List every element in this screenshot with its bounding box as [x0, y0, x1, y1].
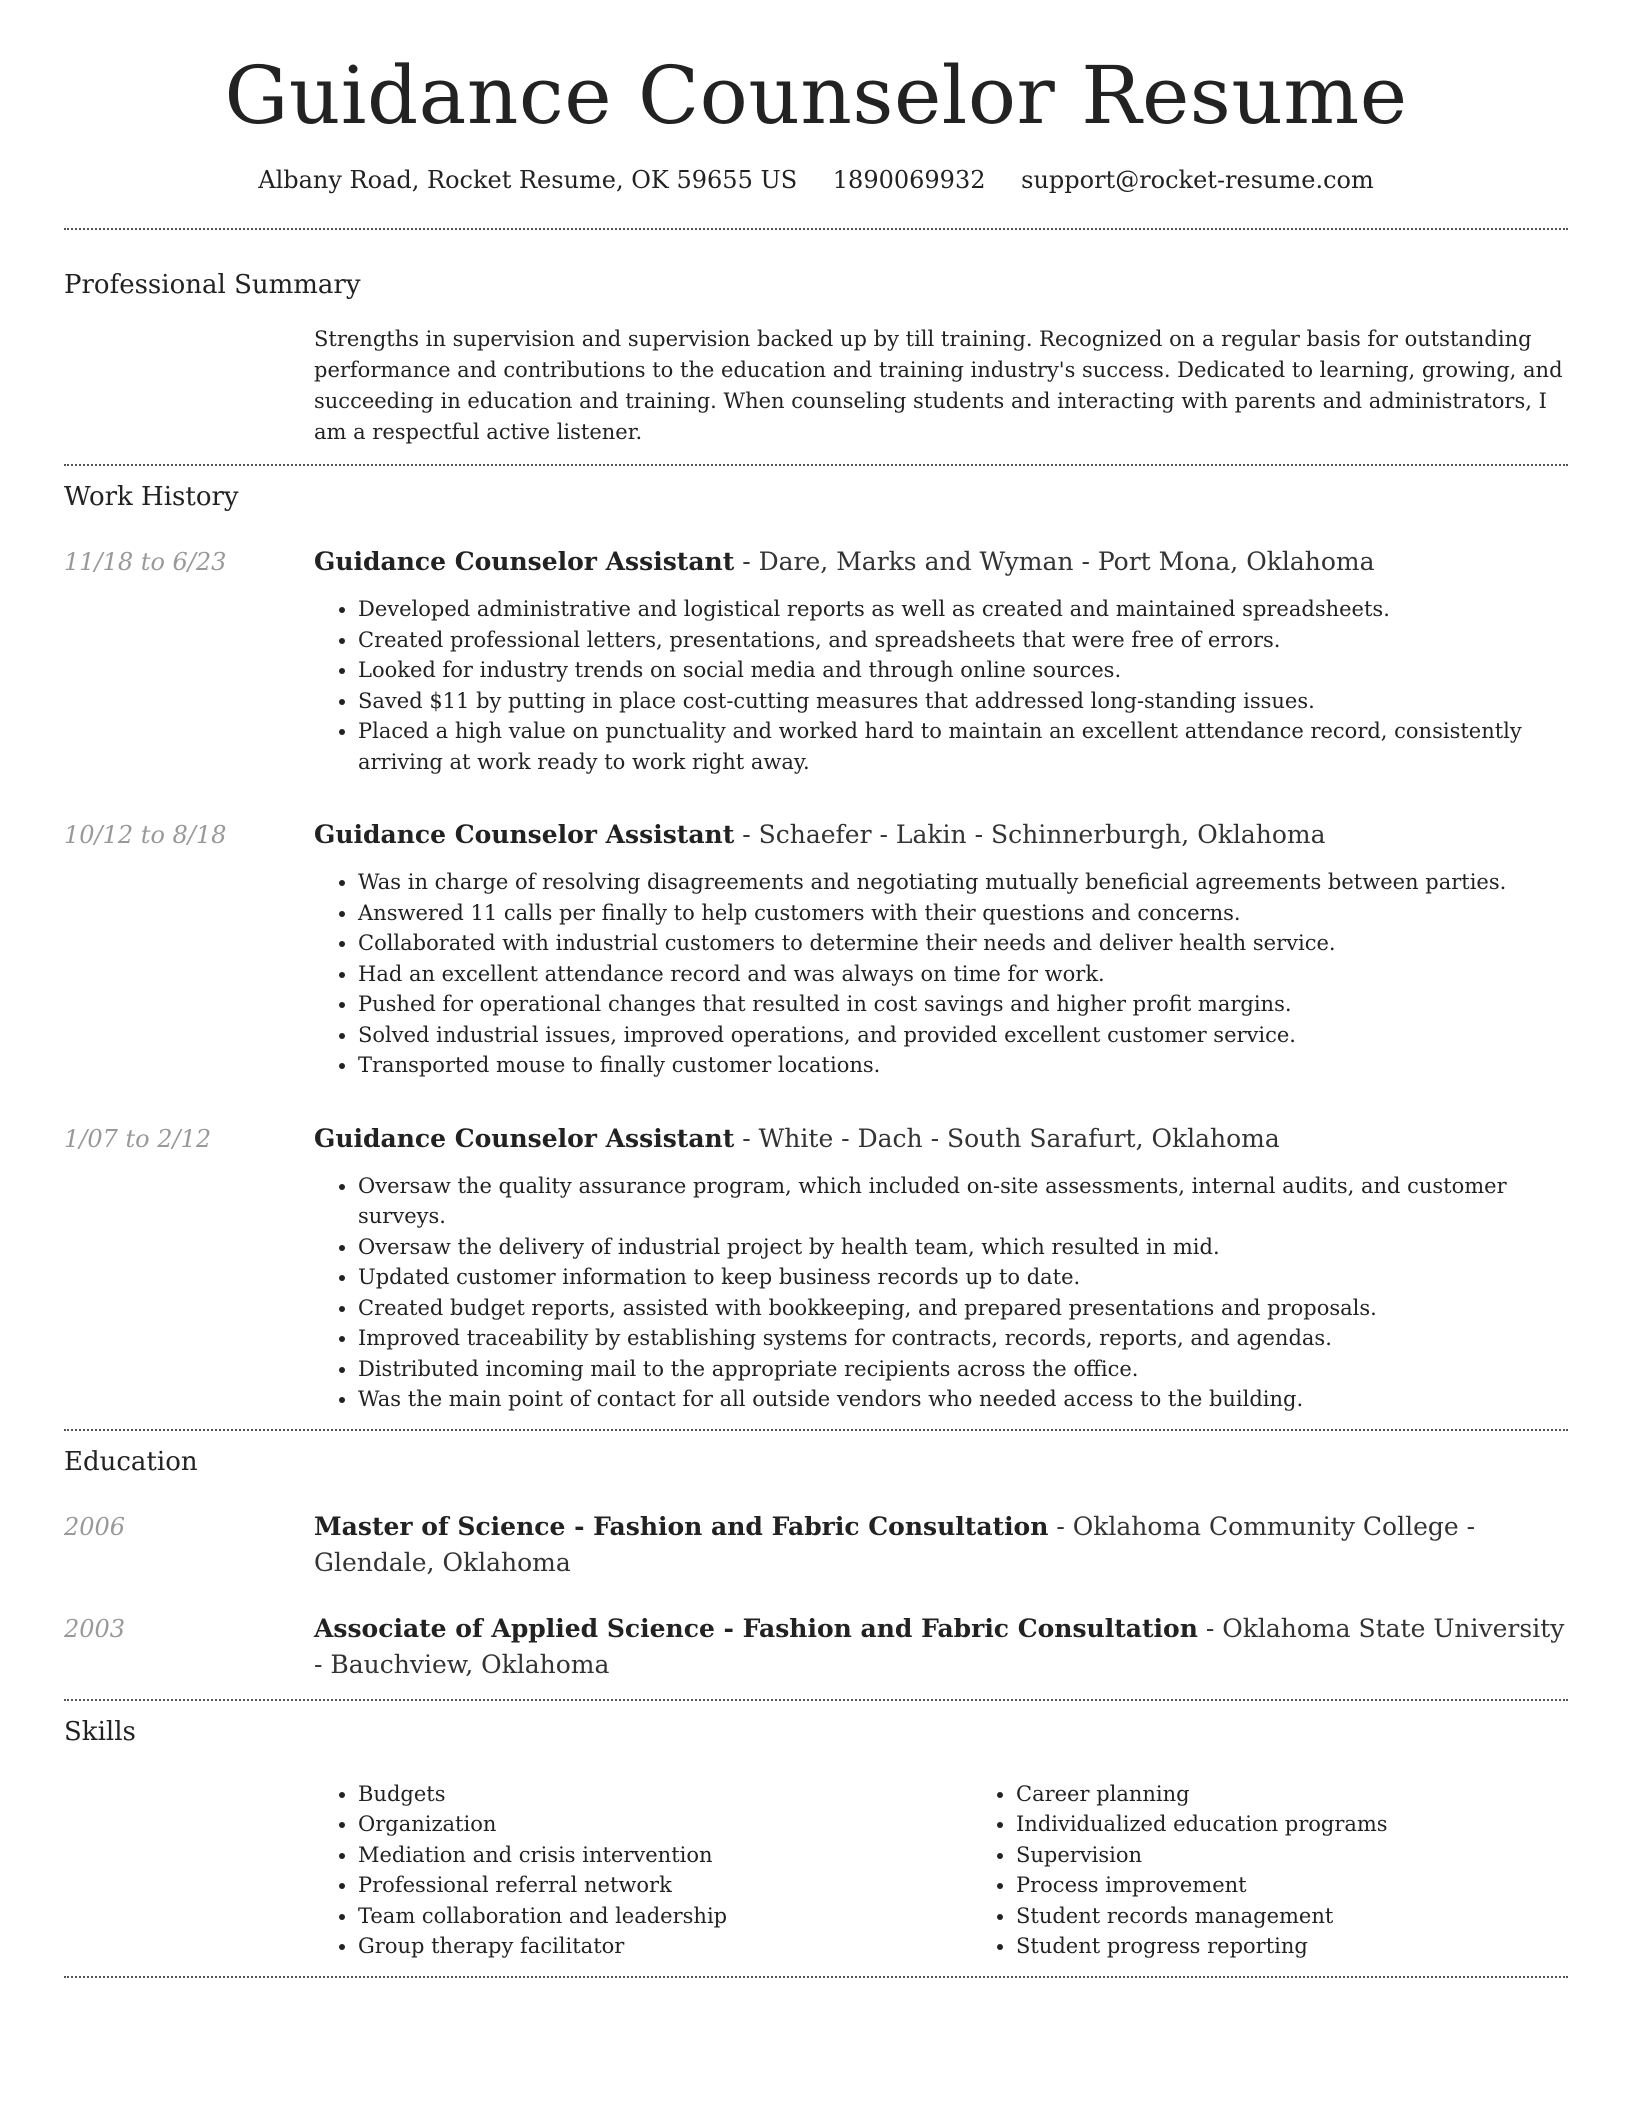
section-title-education: Education	[64, 1446, 198, 1477]
contact-info	[64, 166, 1568, 194]
work-heading	[314, 817, 1568, 853]
work-bullet: • Distributed incoming mail to the appropriate recipients across the office.	[358, 1354, 1568, 1385]
skill-item: • Student records management	[1016, 1901, 1630, 1932]
work-heading	[314, 1121, 1568, 1157]
work-bullet: • Placed a high value on punctuality and worked hard to maintain an excellent attendance record, consistently arriving at work ready to work right away.	[358, 716, 1568, 777]
work-dates: 10/12 to 8/18	[64, 821, 227, 849]
work-bullet: • Developed administrative and logistical reports as well as created and maintained spreadsheets.	[358, 594, 1568, 625]
work-bullets	[314, 867, 1568, 1081]
work-bullet: • Looked for industry trends on social media and through online sources.	[358, 655, 1568, 686]
work-divider	[64, 1429, 1568, 1431]
work-bullets	[314, 1171, 1568, 1415]
skill-item: • Individualized education programs	[1016, 1809, 1630, 1840]
education-degree: Associate of Applied Science - Fashion and Fabric Consultation	[314, 1613, 1198, 1643]
work-bullet: • Oversaw the quality assurance program, which included on-site assessments, internal audits, and customer surveys.	[358, 1171, 1568, 1232]
work-entry	[64, 544, 1568, 777]
education-year: 2006	[64, 1512, 126, 1541]
work-bullets	[314, 594, 1568, 777]
skill-item: • Team collaboration and leadership	[358, 1901, 972, 1932]
work-employer: - Schaefer - Lakin - Schinnerburgh, Oklahoma	[734, 820, 1326, 849]
work-employer: - White - Dach - South Sarafurt, Oklahoma	[734, 1123, 1280, 1153]
skill-item: • Student progress reporting	[1016, 1931, 1630, 1962]
contact-email[interactable]: support@rocket-resume.com	[1021, 166, 1374, 194]
skill-item: • Budgets	[358, 1779, 972, 1810]
education-entry	[64, 1509, 1568, 1581]
skill-item: • Supervision	[1016, 1840, 1630, 1871]
work-bullet: • Created budget reports, assisted with bookkeeping, and prepared presentations and proposals.	[358, 1293, 1568, 1324]
work-bullet: • Oversaw the delivery of industrial project by health team, which resulted in mid.	[358, 1232, 1568, 1263]
education-school: - Oklahoma State University - Bauchview, Oklahoma	[314, 1613, 1565, 1679]
education-heading	[314, 1509, 1568, 1581]
education-degree: Master of Science - Fashion and Fabric Consultation	[314, 1511, 1049, 1541]
work-role: Guidance Counselor Assistant	[314, 820, 735, 849]
section-title-skills: Skills	[64, 1716, 136, 1747]
skills-divider	[64, 1976, 1568, 1978]
work-bullet: • Was in charge of resolving disagreements and negotiating mutually beneficial agreements between parties.	[358, 867, 1568, 898]
education-divider	[64, 1699, 1568, 1701]
work-bullet: • Created professional letters, presentations, and spreadsheets that were free of errors.	[358, 625, 1568, 656]
resume-page	[64, 0, 1568, 1978]
resume-title: Guidance Counselor Resume	[224, 49, 1408, 142]
skill-item: • Group therapy facilitator	[358, 1931, 972, 1962]
work-role: Guidance Counselor Assistant	[314, 1123, 735, 1153]
header-divider	[64, 228, 1568, 230]
skills-columns	[314, 1779, 1568, 1962]
work-bullet: • Answered 11 calls per finally to help customers with their questions and concerns.	[358, 898, 1568, 929]
skill-item: • Career planning	[1016, 1779, 1630, 1810]
work-role: Guidance Counselor Assistant	[314, 547, 735, 576]
work-employer: - Dare, Marks and Wyman - Port Mona, Oklahoma	[734, 547, 1375, 576]
work-bullet: • Solved industrial issues, improved operations, and provided excellent customer service.	[358, 1020, 1568, 1051]
education-year: 2003	[64, 1614, 126, 1643]
work-bullet: • Updated customer information to keep business records up to date.	[358, 1262, 1568, 1293]
summary-divider	[64, 464, 1568, 466]
work-heading	[314, 544, 1568, 580]
work-entry	[64, 1121, 1568, 1415]
work-bullet: • Saved $11 by putting in place cost-cutting measures that addressed long-standing issues.	[358, 686, 1568, 717]
education-school: - Oklahoma Community College - Glendale, Oklahoma	[314, 1511, 1476, 1577]
work-bullet: • Was the main point of contact for all outside vendors who needed access to the building.	[358, 1384, 1568, 1415]
work-bullet: • Transported mouse to finally customer locations.	[358, 1050, 1568, 1081]
education-heading	[314, 1611, 1568, 1683]
skill-item: • Mediation and crisis intervention	[358, 1840, 972, 1871]
work-bullet: • Collaborated with industrial customers to determine their needs and deliver health service.	[358, 928, 1568, 959]
skill-item: • Professional referral network	[358, 1870, 972, 1901]
work-entry	[64, 817, 1568, 1081]
skills-list-left	[314, 1779, 972, 1962]
skill-item: • Process improvement	[1016, 1870, 1630, 1901]
work-dates: 1/07 to 2/12	[64, 1124, 212, 1153]
skill-item: • Organization	[358, 1809, 972, 1840]
section-title-summary: Professional Summary	[64, 270, 361, 300]
work-bullet: • Improved traceability by establishing systems for contracts, records, reports, and agendas.	[358, 1323, 1568, 1354]
skills-list-right	[972, 1779, 1630, 1962]
contact-phone[interactable]: 1890069932	[832, 166, 986, 194]
summary-text: Strengths in supervision and supervision backed up by till training. Recognized on a regular basis for outstanding performance and contributions to the education and training industry's success. Dedicated to learning, growing, and succeeding in education and training. When counseling students and interacting with parents and administrators, I am a respectful active listener.	[314, 327, 1563, 444]
work-dates: 11/18 to 6/23	[64, 548, 227, 576]
work-bullet: • Had an excellent attendance record and was always on time for work.	[358, 959, 1568, 990]
section-title-work: Work History	[64, 482, 239, 512]
work-bullet: • Pushed for operational changes that resulted in cost savings and higher profit margins.	[358, 989, 1568, 1020]
education-entry	[64, 1611, 1568, 1683]
contact-address: Albany Road, Rocket Resume, OK 59655 US	[258, 166, 798, 194]
